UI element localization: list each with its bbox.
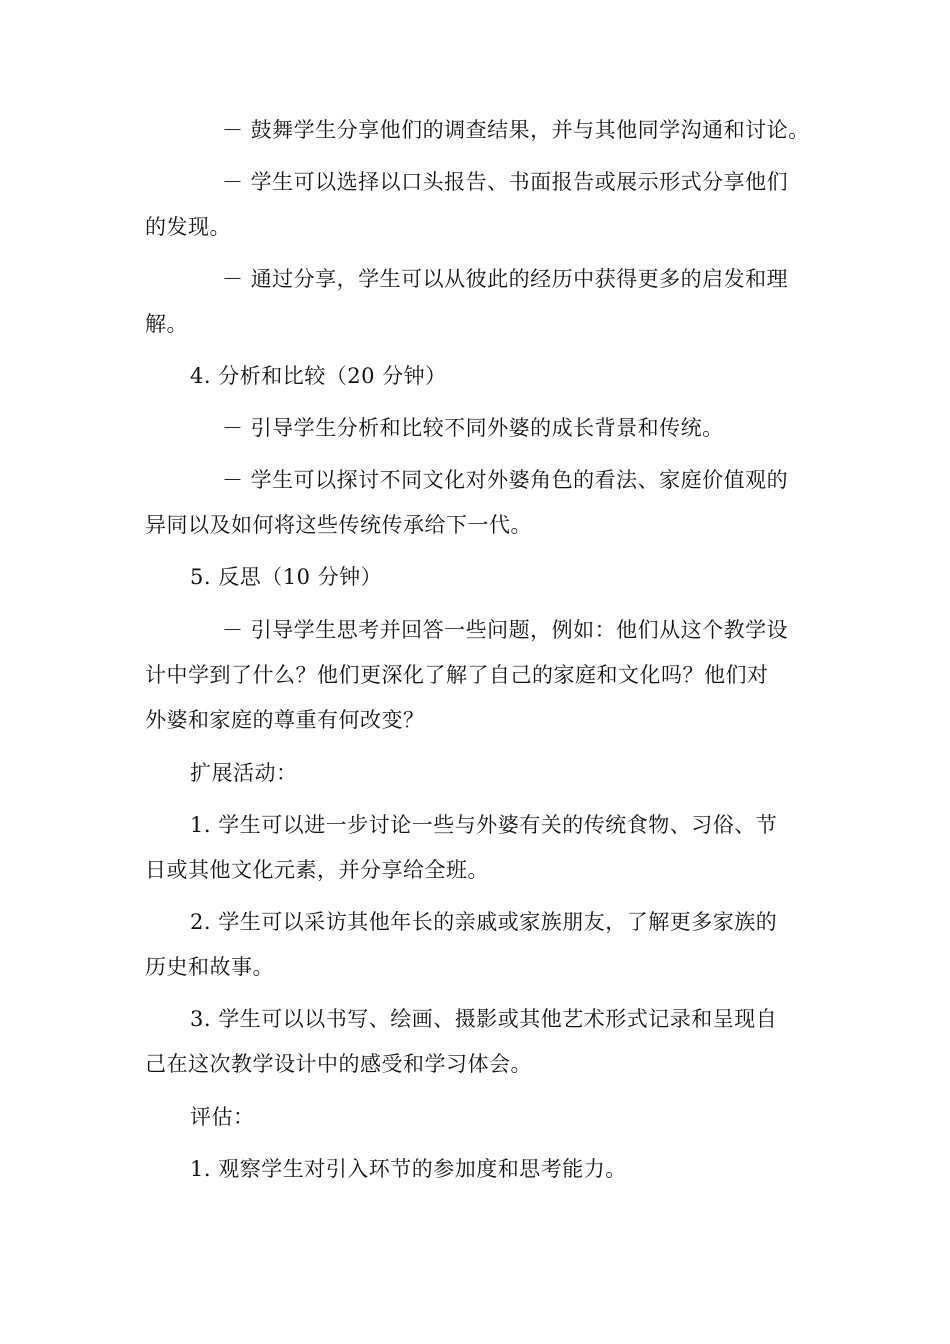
paragraph-reflection-questions-line1: － 引导学生思考并回答一些问题，例如：他们从这个教学设 bbox=[222, 618, 789, 642]
paragraph-reflection-questions-line2: 计中学到了什么？他们更深化了解了自己的家庭和文化吗？他们对 bbox=[145, 663, 769, 687]
paragraph-extension-3-line1: 3. 学生可以以书写、绘画、摄影或其他艺术形式记录和呈现自 bbox=[190, 1007, 778, 1031]
section-heading-reflection: 5. 反思（10 分钟） bbox=[190, 565, 383, 589]
paragraph-evaluation-1: 1. 观察学生对引入环节的参加度和思考能力。 bbox=[190, 1157, 627, 1181]
paragraph-extension-2-line2: 历史和故事。 bbox=[145, 955, 274, 979]
section-heading-extension: 扩展活动： bbox=[190, 761, 298, 785]
paragraph-extension-1-line2: 日或其他文化元素，并分享给全班。 bbox=[145, 858, 489, 882]
paragraph-report-formats-line2: 的发现。 bbox=[145, 215, 231, 239]
paragraph-report-formats-line1: － 学生可以选择以口头报告、书面报告或展示形式分享他们 bbox=[222, 170, 789, 194]
paragraph-reflection-questions-line3: 外婆和家庭的尊重有何改变？ bbox=[145, 708, 425, 732]
paragraph-extension-2-line1: 2. 学生可以采访其他年长的亲戚或家族朋友，了解更多家族的 bbox=[190, 910, 778, 934]
paragraph-extension-1-line1: 1. 学生可以进一步讨论一些与外婆有关的传统食物、习俗、节 bbox=[190, 813, 778, 837]
paragraph-culture-views-line1: － 学生可以探讨不同文化对外婆角色的看法、家庭价值观的 bbox=[222, 468, 789, 492]
section-heading-evaluation: 评估： bbox=[190, 1105, 255, 1129]
paragraph-share-results: － 鼓舞学生分享他们的调查结果，并与其他同学沟通和讨论。 bbox=[222, 118, 810, 142]
section-heading-analysis: 4. 分析和比较（20 分钟） bbox=[190, 364, 447, 388]
paragraph-sharing-inspiration-line1: － 通过分享，学生可以从彼此的经历中获得更多的启发和理 bbox=[222, 267, 789, 291]
paragraph-culture-views-line2: 异同以及如何将这些传统传承给下一代。 bbox=[145, 513, 532, 537]
paragraph-extension-3-line2: 己在这次教学设计中的感受和学习体会。 bbox=[145, 1052, 532, 1076]
paragraph-sharing-inspiration-line2: 解。 bbox=[145, 312, 188, 336]
paragraph-analyze-compare: － 引导学生分析和比较不同外婆的成长背景和传统。 bbox=[222, 416, 724, 440]
